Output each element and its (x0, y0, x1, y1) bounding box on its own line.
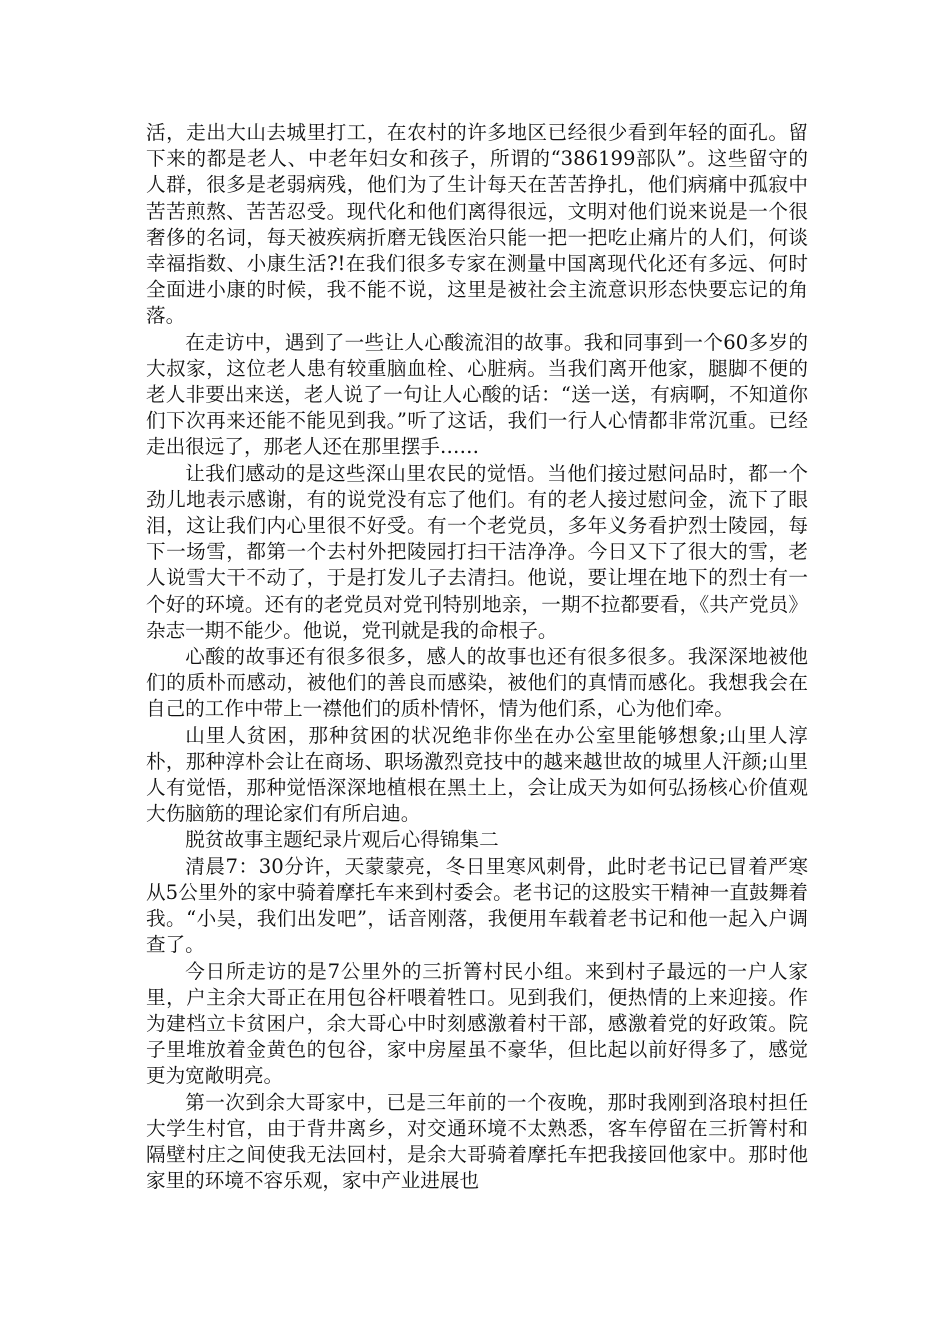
paragraph-2: 在走访中，遇到了一些让人心酸流泪的故事。我和同事到一个60多岁的大叔家，这位老人患有较重脑血栓、心脏病。当我们离开他家，腿脚不便的老人非要出来送，老人说了一句让人心酸的话：“送一送，有病啊，不知道你们下次再来还能不能见到我。”听了这话，我们一行人心情都非常沉重。已经走出很远了，那老人还在那里摆手…… (146, 330, 808, 459)
section-heading: 脱贫故事主题纪录片观后心得锦集二 (185, 828, 499, 852)
paragraph-6: 清晨7：30分许，天蒙蒙亮，冬日里寒风刺骨，此时老书记已冒着严寒从5公里外的家中骑着摩托车来到村委会。老书记的这股实干精神一直鼓舞着我。“小吴，我们出发吧”，话音刚落，我便用车载着老书记和他一起入户调查了。 (146, 854, 808, 957)
paragraph-3: 让我们感动的是这些深山里农民的觉悟。当他们接过慰问品时，都一个劲儿地表示感谢，有的说党没有忘了他们。有的老人接过慰问金，流下了眼泪，这让我们内心里很不好受。有一个老党员，多年义务看护烈士陵园，每下一场雪，都第一个去村外把陵园打扫干洁净净。今日又下了很大的雪，老人说雪大干不动了，于是打发儿子去清扫。他说，要让埋在地下的烈士有一个好的环境。还有的老党员对党刊特别地亲，一期不拉都要看，《共产党员》杂志一期不能少。他说，党刊就是我的命根子。 (146, 461, 808, 642)
document-page (146, 120, 808, 1194)
paragraph-7: 今日所走访的是7公里外的三折箐村民小组。来到村子最远的一户人家里，户主余大哥正在用包谷杆喂着牲口。见到我们，便热情的上来迎接。作为建档立卡贫困户，余大哥心中时刻感激着村干部，感激着党的好政策。院子里堆放着金黄色的包谷，家中房屋虽不豪华，但比起以前好得多了，感觉更为宽敞明亮。 (146, 959, 808, 1088)
paragraph-8: 第一次到余大哥家中，已是三年前的一个夜晚，那时我刚到洛琅村担任大学生村官，由于背井离乡，对交通环境不太熟悉，客车停留在三折箐村和隔壁村庄之间使我无法回村，是余大哥骑着摩托车把我接回他家中。那时他家里的环境不容乐观，家中产业进展也 (146, 1090, 808, 1193)
paragraph-5: 山里人贫困，那种贫困的状况绝非你坐在办公室里能够想象;山里人淳朴，那种淳朴会让在商场、职场激烈竞技中的越来越世故的城里人汗颜;山里人有觉悟，那种觉悟深深地植根在黑土上，会让成天为如何弘扬核心价值观大伤脑筋的理论家们有所启迪。 (146, 723, 808, 826)
paragraph-1: 活，走出大山去城里打工，在农村的许多地区已经很少看到年轻的面孔。留下来的都是老人、中老年妇女和孩子，所谓的“386199部队”。这些留守的人群，很多是老弱病残，他们为了生计每天在苦苦挣扎，他们病痛中孤寂中苦苦煎熬、苦苦忍受。现代化和他们离得很远，文明对他们说来说是一个很奢侈的名词，每天被疾病折磨无钱医治只能一把一把吃止痛片的人们，何谈幸福指数、小康生活?!在我们很多专家在测量中国离现代化还有多远、何时全面进小康的时候，我不能不说，这里是被社会主流意识形态快要忘记的角落。 (146, 121, 808, 328)
paragraph-4: 心酸的故事还有很多很多，感人的故事也还有很多很多。我深深地被他们的质朴而感动，被他们的善良而感染，被他们的真情而感化。我想我会在自己的工作中带上一襟他们的质朴情怀，情为他们系，心为他们牵。 (146, 645, 808, 721)
